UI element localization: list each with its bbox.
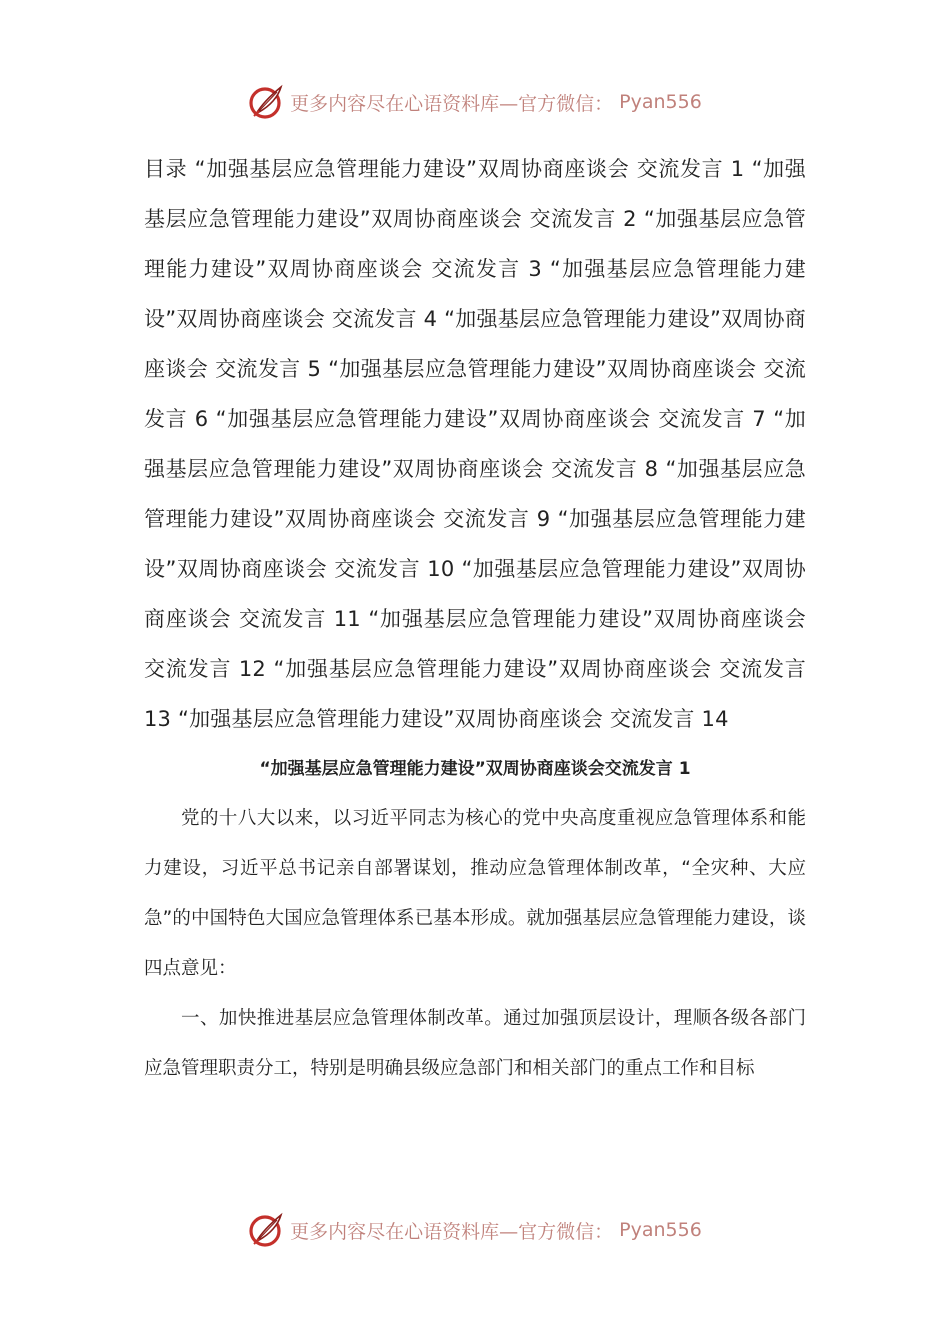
body-paragraph: 党的十八大以来，以习近平同志为核心的党中央高度重视应急管理体系和能力建设，习近平总书记亲自部署谋划，推动应急管理体制改革，“全灾种、大应急”的中国特色大国应急管理体系已基本形成。就加强基层应急管理能力建设，谈四点意见： xyxy=(144,808,806,979)
watermark-wechat-id: Pyan556 xyxy=(619,1219,702,1241)
watermark-wechat-id: Pyan556 xyxy=(619,91,702,113)
watermark-header xyxy=(0,84,950,120)
quill-logo-icon xyxy=(248,1212,284,1248)
watermark-text: 更多内容尽在心语资料库—官方微信： xyxy=(290,92,614,115)
quill-logo-icon xyxy=(248,84,284,120)
watermark-footer xyxy=(0,1212,950,1248)
watermark-text: 更多内容尽在心语资料库—官方微信： xyxy=(290,1220,614,1243)
table-of-contents: 目录 “加强基层应急管理能力建设”双周协商座谈会 交流发言 1 “加强基层应急管理能力建设”双周协商座谈会 交流发言 2 “加强基层应急管理能力建设”双周协商座谈会 交流发言 3 “加强基层应急管理能力建设”双周协商座谈会 交流发言 4 “加强基层应急管理能力建设”双周协商座谈会 交流发言 5 “加强基层应急管理能力建设”双周协商座谈会 交流发言 6 “加强基层应急管理能力建设”双周协商座谈会 交流发言 7 “加强基层应急管理能力建设”双周协商座谈会 交流发言 8 “加强基层应急管理能力建设”双周协商座谈会 交流发言 9 “加强基层应急管理能力建设”双周协商座谈会 交流发言 10 “加强基层应急管理能力建设”双周协商座谈会 交流发言 11 “加强基层应急管理能力建设”双周协商座谈会 交流发言 12 “加强基层应急管理能力建设”双周协商座谈会 交流发言 13 “加强基层应急管理能力建设”双周协商座谈会 交流发言 14 xyxy=(144,157,806,731)
body-paragraph: 一、加快推进基层应急管理体制改革。通过加强顶层设计，理顺各级各部门应急管理职责分工，特别是明确县级应急部门和相关部门的重点工作和目标 xyxy=(144,1008,806,1079)
section-title: “加强基层应急管理能力建设”双周协商座谈会交流发言 1 xyxy=(259,759,691,779)
document-body xyxy=(144,144,806,1094)
